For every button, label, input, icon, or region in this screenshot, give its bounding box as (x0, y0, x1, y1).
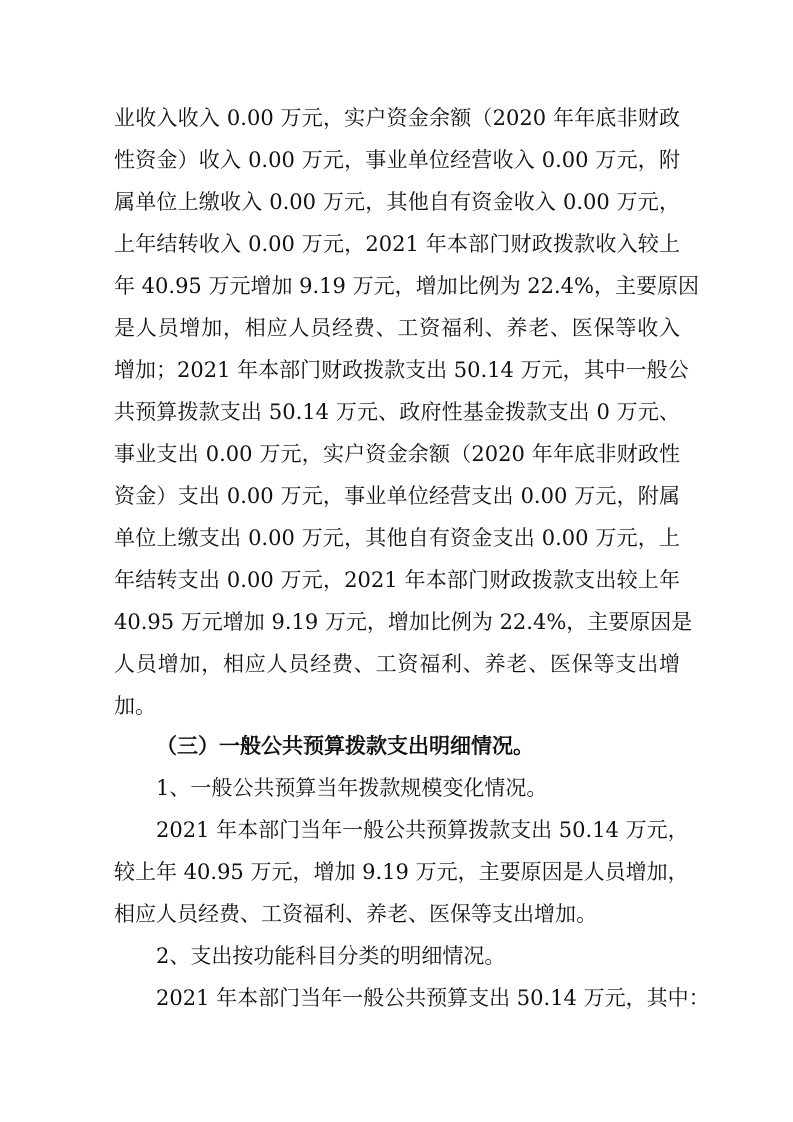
body-text-line: 年 40.95 万元增加 9.19 万元，增加比例为 22.4%，主要原因 (114, 274, 699, 298)
item-1-title: 1、一般公共预算当年拨款规模变化情况。 (156, 776, 548, 800)
item-2-title: 2、支出按功能科目分类的明细情况。 (156, 944, 506, 968)
body-text-line: 事业支出 0.00 万元，实户资金余额（2020 年年底非财政性 (114, 442, 680, 466)
body-text-line: 相应人员经费、工资福利、养老、医保等支出增加。 (114, 902, 597, 926)
body-text-line: 40.95 万元增加 9.19 万元，增加比例为 22.4%，主要原因是 (114, 610, 693, 634)
body-text-line: 加。 (114, 694, 156, 718)
body-text-line: 属单位上缴收入 0.00 万元，其他自有资金收入 0.00 万元， (114, 190, 680, 214)
body-text-line: 增加；2021 年本部门财政拨款支出 50.14 万元，其中一般公 (114, 358, 689, 382)
body-text-line: 2021 年本部门当年一般公共预算支出 50.14 万元，其中： (156, 986, 710, 1010)
body-text-line: 共预算拨款支出 50.14 万元、政府性基金拨款支出 0 万元、 (114, 400, 680, 424)
body-text-line: 较上年 40.95 万元，增加 9.19 万元，主要原因是人员增加， (114, 860, 689, 884)
body-text-line: 2021 年本部门当年一般公共预算拨款支出 50.14 万元， (156, 818, 689, 842)
body-text-line: 是人员增加，相应人员经费、工资福利、养老、医保等收入 (114, 316, 680, 340)
body-text-line: 人员增加，相应人员经费、工资福利、养老、医保等支出增 (114, 652, 680, 676)
body-text-line: 资金）支出 0.00 万元，事业单位经营支出 0.00 万元，附属 (114, 484, 680, 508)
body-text-line: 年结转支出 0.00 万元，2021 年本部门财政拨款支出较上年 (114, 568, 680, 592)
section-heading: （三）一般公共预算拨款支出明细情况。 (156, 734, 534, 758)
body-text-line: 上年结转收入 0.00 万元，2021 年本部门财政拨款收入较上 (114, 232, 680, 256)
body-text-line: 业收入收入 0.00 万元，实户资金余额（2020 年年底非财政 (114, 106, 680, 130)
body-text-line: 单位上缴支出 0.00 万元，其他自有资金支出 0.00 万元，上 (114, 526, 680, 550)
body-text-line: 性资金）收入 0.00 万元，事业单位经营收入 0.00 万元，附 (114, 148, 680, 172)
